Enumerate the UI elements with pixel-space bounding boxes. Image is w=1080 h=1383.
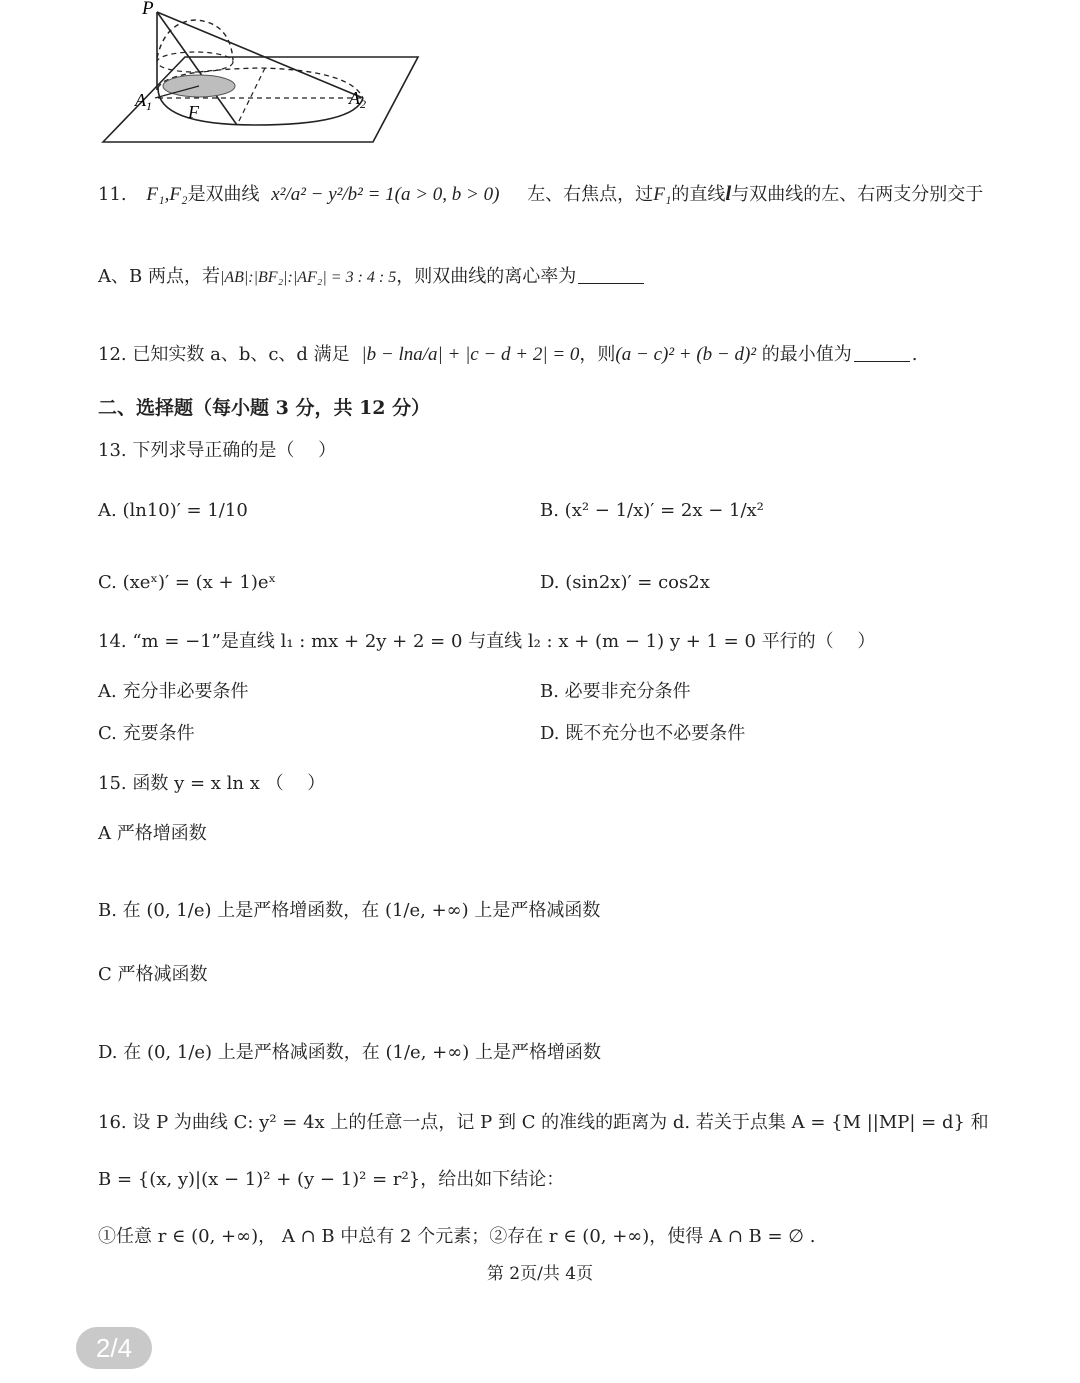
q13-option-c[interactable]: C. (xeˣ)′ = (x + 1)eˣ (98, 572, 277, 593)
q13-stem: 13. 下列求导正确的是（ ） (98, 440, 337, 461)
page-indicator-badge[interactable]: 2/4 (76, 1327, 152, 1369)
q11-text-3: 的直线 (671, 184, 726, 205)
q12-condition: |b − lna/a| + |c − d + 2| = 0 (361, 344, 580, 365)
q12-expression: (a − c)² + (b − d)² (615, 344, 757, 365)
q14-option-b[interactable]: B. 必要非充分条件 (540, 681, 691, 702)
q13-option-b[interactable]: B. (x² − 1/x)′ = 2x − 1/x² (540, 500, 764, 521)
geometry-figure (95, 0, 425, 150)
q14-option-d[interactable]: D. 既不充分也不必要条件 (540, 723, 746, 744)
q16-line-3: ①任意 r ∈ (0, +∞)， A ∩ B 中总有 2 个元素；②存在 r ∈ (0, +∞)，使得 A ∩ B = ∅ . (98, 1226, 816, 1247)
q15-option-c[interactable]: C 严格减函数 (98, 964, 208, 985)
q15-option-a[interactable]: A 严格增函数 (98, 823, 207, 844)
q13-option-d[interactable]: D. (sin2x)′ = cos2x (540, 572, 710, 593)
q11-text-1: 是双曲线 (187, 184, 260, 205)
q12-text-2: ，则 (579, 344, 616, 365)
section-2-heading: 二、选择题（每小题 3 分，共 12 分） (98, 397, 431, 419)
q11-line2-text-2: ，则双曲线的离心率为 (396, 266, 577, 287)
q11-answer-blank[interactable] (578, 282, 644, 284)
label-f: F (188, 102, 199, 122)
q11-number: 11. (98, 184, 127, 205)
q11-text-2: 左、右焦点，过 (527, 184, 654, 205)
q15-option-d[interactable]: D. 在 (0, 1/e) 上是严格减函数，在 (1/e, +∞) 上是严格增函数 (98, 1042, 601, 1063)
q12-number: 12. (98, 344, 127, 365)
q16-line-1: 16. 设 P 为曲线 C: y² = 4x 上的任意一点，记 P 到 C 的准线的距离为 d. 若关于点集 A = {M ||MP| = d} 和 (98, 1112, 989, 1133)
q15-stem: 15. 函数 y = x ln x （ ） (98, 773, 326, 794)
label-a1: $A_1$ (135, 90, 152, 113)
page-footer: 第 2页/共 4页 (486, 1264, 594, 1284)
q11-line2-text-1: A、B 两点，若 (98, 266, 220, 287)
q14-option-a[interactable]: A. 充分非必要条件 (98, 681, 249, 702)
q11-equation: x²/a² − y²/b² = 1(a > 0, b > 0) (271, 184, 500, 205)
q12-answer-blank[interactable] (854, 360, 910, 362)
q14-option-c[interactable]: C. 充要条件 (98, 723, 195, 744)
q11-foci: F₁,F₂ (146, 184, 188, 205)
q11-l: l (725, 181, 732, 205)
q15-option-b[interactable]: B. 在 (0, 1/e) 上是严格增函数，在 (1/e, +∞) 上是严格减函数 (98, 900, 601, 921)
question-11 (98, 180, 983, 206)
q13-option-a[interactable]: A. (ln10)′ = 1/10 (98, 500, 248, 521)
label-p: P (142, 0, 154, 19)
q14-stem: 14. “m = −1”是直线 l₁ : mx + 2y + 2 = 0 与直线 l₂ : x + (m − 1) y + 1 = 0 平行的（ ） (98, 631, 876, 652)
q11-ratio: |AB|:|BF₂|:|AF₂| = 3 : 4 : 5 (219, 269, 397, 286)
label-a2: $A_2$ (349, 88, 366, 111)
question-12 (98, 340, 918, 366)
q11-text-4: 与双曲线的左、右两支分别交于 (731, 184, 984, 205)
q11-f1: F₁ (653, 184, 672, 205)
q16-line-2: B = {(x, y)|(x − 1)² + (y − 1)² = r²}，给出如下结论： (98, 1169, 565, 1190)
q12-end: . (911, 344, 918, 365)
q12-text-1: 已知实数 a、b、c、d 满足 (132, 344, 350, 365)
q12-text-3: 的最小值为 (761, 344, 852, 365)
question-11-line2 (98, 262, 646, 288)
